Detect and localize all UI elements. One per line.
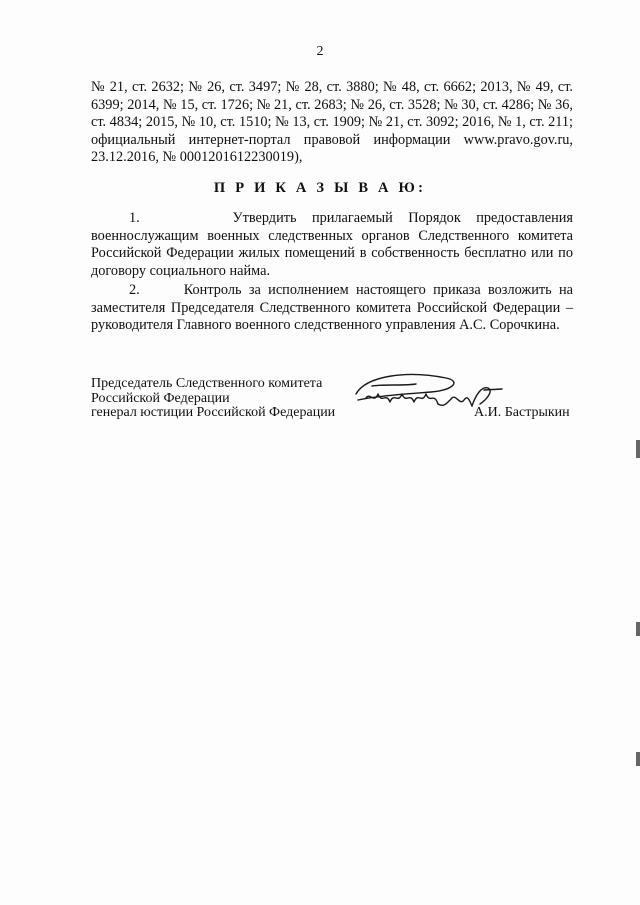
signatory-position (91, 376, 351, 406)
order-item-2: 2. Контроль за исполнением настоящего приказа возложить на заместителя Председателя Следственного комитета Российской Федерации – руководителя Главного военного следственного управления А.С. Сорочкина. (91, 282, 573, 334)
order-heading: П Р И К А З Ы В А Ю: (213, 180, 427, 196)
page-number: 2 (316, 44, 324, 59)
scan-edge-mark (636, 752, 640, 766)
legal-references-paragraph: № 21, ст. 2632; № 26, ст. 3497; № 28, ст. 3880; № 48, ст. 6662; 2013, № 49, ст. 6399; 2014, № 15, ст. 1726; № 21, ст. 2683; № 26, ст. 3528; № 30, ст. 4286; № 36, ст. 4834; 2015, № 10, ст. 1510; № 13, ст. 1909; № 21, ст. 3092; 2016, № 1, ст. 211; официальный интернет-портал правовой информации www.pravo.gov.ru, 23.12.2016, № 0001201612230019), (91, 79, 573, 166)
scan-edge-mark (636, 622, 640, 636)
signatory-position-line-2: Российской Федерации (91, 391, 230, 406)
order-item-1: 1. Утвердить прилагаемый Порядок предоставления военнослужащим военных следственных органов Следственного комитета Российской Федерации жилых помещений в собственность бесплатно или по договору социального найма. (91, 210, 573, 279)
signatory-name: А.И. Бастрыкин (474, 405, 570, 420)
scan-edge-mark (636, 440, 640, 458)
signatory-position-line-1: Председатель Следственного комитета (91, 376, 323, 391)
signatory-rank: генерал юстиции Российской Федерации (91, 405, 336, 420)
